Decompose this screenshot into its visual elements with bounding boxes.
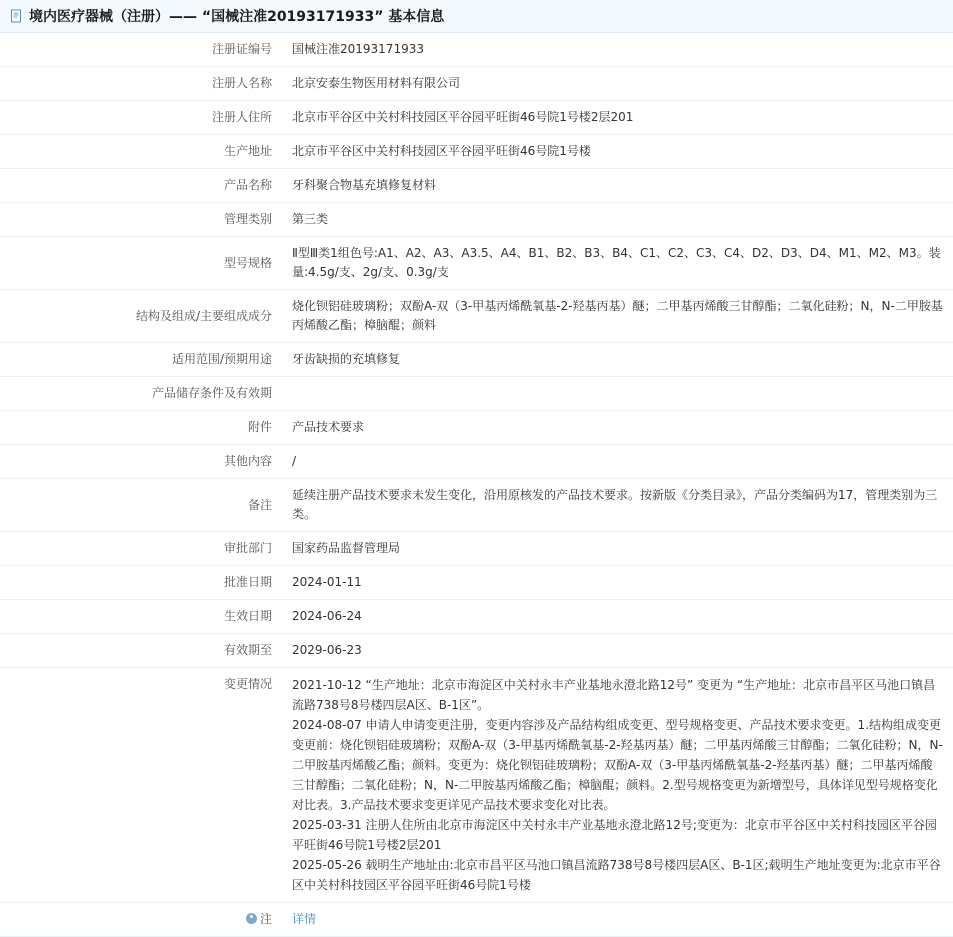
table-row bbox=[0, 566, 953, 600]
table-row bbox=[0, 67, 953, 101]
row-value: 北京市平谷区中关村科技园区平谷园平旺街46号院1号楼2层201 bbox=[282, 101, 953, 135]
row-value: 烧化钡铝硅玻璃粉；双酚A-双（3-甲基丙烯酰氧基-2-羟基丙基）醚；二甲基丙烯酸三甘醇酯；二氧化硅粉；N，N-二甲胺基丙烯酸乙酯；樟脑醌；颜料 bbox=[282, 290, 953, 343]
change-entry: 2021-10-12 “生产地址：北京市海淀区中关村永丰产业基地永澄北路12号” 变更为 “生产地址：北京市昌平区马池口镇昌流路738号8号楼四层A区、B-1区”。 bbox=[292, 678, 936, 712]
row-label: 适用范围/预期用途 bbox=[0, 343, 282, 377]
row-label: 生产地址 bbox=[0, 135, 282, 169]
info-icon bbox=[246, 913, 257, 924]
table-row bbox=[0, 479, 953, 532]
change-entry: 2024-08-07 申请人申请变更注册，变更内容涉及产品结构组成变更、型号规格变更、产品技术要求变更。1.结构组成变更变更前：烧化钡铝硅玻璃粉；双酚A-双（3-甲基丙烯酰氧基-2-羟基丙基）醚；二甲基丙烯酸三甘醇酯；二氧化硅粉；N，N-二甲胺基丙烯酸乙酯；颜料。变更为：烧化钡铝硅玻璃粉；双酚A-双（3-甲基丙烯酰氧基-2-羟基丙基）醚；二甲基丙烯酸三甘醇酯；二氧化硅粉；N，N-二甲胺基丙烯酸乙酯；樟脑醌；颜料。2.型号规格变更为新增型号，具体详见型号规格变化对比表。3.产品技术要求变更详见产品技术要求变化对比表。 bbox=[292, 718, 943, 812]
row-label: 生效日期 bbox=[0, 600, 282, 634]
row-label: 批准日期 bbox=[0, 566, 282, 600]
row-label: 注册人住所 bbox=[0, 101, 282, 135]
table-row bbox=[0, 135, 953, 169]
row-value bbox=[282, 377, 953, 411]
row-value: / bbox=[282, 445, 953, 479]
page-title: 境内医疗器械（注册）—— “国械注准20193171933” 基本信息 bbox=[29, 9, 445, 25]
registration-info-table bbox=[0, 33, 953, 937]
table-row bbox=[0, 445, 953, 479]
row-label: 产品名称 bbox=[0, 169, 282, 203]
table-row bbox=[0, 101, 953, 135]
table-row bbox=[0, 169, 953, 203]
table-row bbox=[0, 600, 953, 634]
table-row bbox=[0, 411, 953, 445]
row-value: 2029-06-23 bbox=[282, 634, 953, 668]
row-label: 备注 bbox=[0, 479, 282, 532]
row-value: 国家药品监督管理局 bbox=[282, 532, 953, 566]
table-row bbox=[0, 634, 953, 668]
row-value: 牙科聚合物基充填修复材料 bbox=[282, 169, 953, 203]
row-label: 其他内容 bbox=[0, 445, 282, 479]
note-value-cell bbox=[282, 903, 953, 937]
change-entry: 2025-05-26 载明生产地址由:北京市昌平区马池口镇昌流路738号8号楼四层A区、B-1区;载明生产地址变更为:北京市平谷区中关村科技园区平谷园平旺街46号院1号楼 bbox=[292, 858, 941, 892]
table-row bbox=[0, 377, 953, 411]
row-value: 牙齿缺损的充填修复 bbox=[282, 343, 953, 377]
row-label: 注册人名称 bbox=[0, 67, 282, 101]
change-history-value bbox=[282, 668, 953, 903]
row-label: 附件 bbox=[0, 411, 282, 445]
row-label: 审批部门 bbox=[0, 532, 282, 566]
change-history-label: 变更情况 bbox=[0, 668, 282, 903]
table-row bbox=[0, 343, 953, 377]
row-label: 有效期至 bbox=[0, 634, 282, 668]
table-row bbox=[0, 33, 953, 67]
note-label-cell bbox=[0, 903, 282, 937]
note-label: 注 bbox=[259, 912, 272, 926]
row-label: 注册证编号 bbox=[0, 33, 282, 67]
row-value: 延续注册产品技术要求未发生变化，沿用原核发的产品技术要求。按新版《分类目录》，产品分类编码为17，管理类别为三类。 bbox=[282, 479, 953, 532]
page-header bbox=[0, 0, 953, 33]
row-value: 第三类 bbox=[282, 203, 953, 237]
table-row bbox=[0, 237, 953, 290]
row-label: 管理类别 bbox=[0, 203, 282, 237]
row-value: 北京市平谷区中关村科技园区平谷园平旺街46号院1号楼 bbox=[282, 135, 953, 169]
row-label: 型号规格 bbox=[0, 237, 282, 290]
document-icon bbox=[10, 9, 24, 23]
table-row bbox=[0, 532, 953, 566]
row-value: 产品技术要求 bbox=[282, 411, 953, 445]
row-label: 结构及组成/主要组成成分 bbox=[0, 290, 282, 343]
row-value: Ⅱ型Ⅲ类1组色号:A1、A2、A3、A3.5、A4、B1、B2、B3、B4、C1、C2、C3、C4、D2、D3、D4、M1、M2、M3。装量:4.5g/支、2g/支、0.3g/支 bbox=[282, 237, 953, 290]
row-value: 北京安泰生物医用材料有限公司 bbox=[282, 67, 953, 101]
table-row bbox=[0, 203, 953, 237]
change-history-row bbox=[0, 668, 953, 903]
detail-link[interactable]: 详情 bbox=[292, 912, 317, 926]
row-value: 2024-01-11 bbox=[282, 566, 953, 600]
row-value: 2024-06-24 bbox=[282, 600, 953, 634]
row-label: 产品储存条件及有效期 bbox=[0, 377, 282, 411]
table-row bbox=[0, 290, 953, 343]
row-value: 国械注准20193171933 bbox=[282, 33, 953, 67]
change-entry: 2025-03-31 注册人住所由北京市海淀区中关村永丰产业基地永澄北路12号;变更为：北京市平谷区中关村科技园区平谷园平旺街46号院1号楼2层201 bbox=[292, 818, 937, 852]
note-row bbox=[0, 903, 953, 937]
